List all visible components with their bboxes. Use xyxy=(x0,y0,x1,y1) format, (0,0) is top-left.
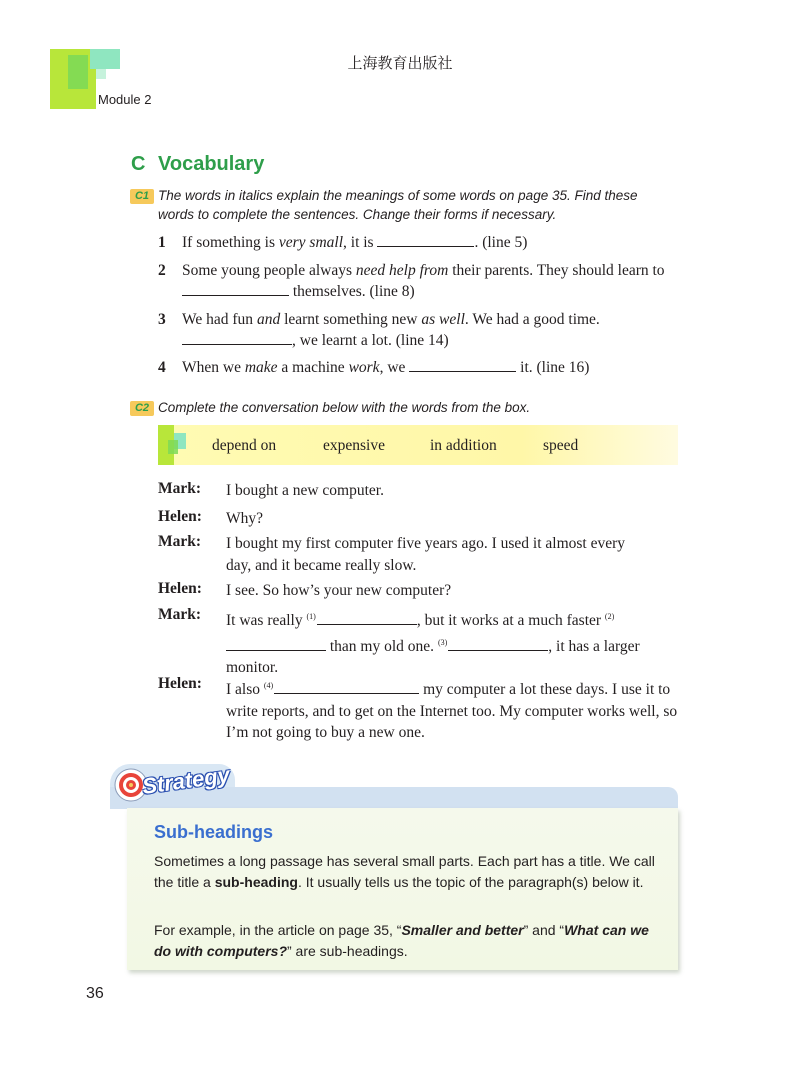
c1-item-4: 4 When we make a machine work, we it. (line 16) xyxy=(158,359,590,376)
dialogue-speaker: Mark: xyxy=(158,480,202,497)
item-number: 3 xyxy=(158,311,166,328)
item-number: 2 xyxy=(158,262,166,279)
answer-blank[interactable] xyxy=(377,232,474,247)
dialogue-speaker: Helen: xyxy=(158,508,202,525)
module-label: Module 2 xyxy=(98,92,152,107)
c2-badge: C2 xyxy=(130,401,154,416)
dialogue-speaker: Helen: xyxy=(158,580,202,597)
word-box-decoration xyxy=(168,440,178,454)
page-number: 36 xyxy=(86,985,104,1002)
strategy-paragraph-2: For example, in the article on page 35, “Smaller and better” and “What can we do with computers?” are sub-headings. xyxy=(154,922,649,959)
c1-instruction-line2: words to complete the sentences. Change their forms if necessary. xyxy=(158,207,557,222)
c2-instruction: Complete the conversation below with the words from the box. xyxy=(158,400,531,415)
dialogue-line: I see. So how’s your new computer? xyxy=(226,582,452,599)
c1-badge: C1 xyxy=(130,189,154,204)
answer-blank[interactable] xyxy=(317,610,417,625)
dialogue-speaker: Helen: xyxy=(158,675,202,692)
word-box-item: speed xyxy=(543,437,579,454)
answer-blank[interactable] xyxy=(448,636,548,651)
word-box-item: depend on xyxy=(212,437,277,454)
dialogue-line: I also $^{(4)}$ my computer a lot these days. I use it to write reports, and to get on the Internet too. My computer works well, so I’m not going to buy a new one. xyxy=(226,681,678,741)
word-box-item: in addition xyxy=(430,437,497,454)
answer-blank[interactable] xyxy=(274,679,419,694)
answer-blank[interactable] xyxy=(226,636,326,651)
c1-item-1: 1 If something is very small, it is . (line 5) xyxy=(158,234,528,251)
publisher-name: 上海教育出版社 xyxy=(347,54,453,72)
section-letter: C xyxy=(131,153,146,175)
answer-blank[interactable] xyxy=(182,281,289,296)
item-number: 4 xyxy=(158,359,166,376)
dialogue-speaker: Mark: xyxy=(158,606,202,623)
answer-blank[interactable] xyxy=(409,357,516,372)
dialogue-line: It was really $^{(1)}$ , but it works at a much faster $^{(2)}$ than my old one. $^{(3)}$ , it has a larger monitor. xyxy=(226,612,640,676)
answer-blank[interactable] xyxy=(182,330,292,345)
dialogue-line: Why? xyxy=(226,510,264,527)
dialogue-line: I bought a new computer. xyxy=(226,482,384,499)
dialogue-line: I bought my first computer five years ago. I used it almost every day, and it became really slow. xyxy=(226,535,626,574)
strategy-paragraph-1: Sometimes a long passage has several small parts. Each part has a title. We call the title a sub-heading. It usually tells us the topic of the paragraph(s) below it. xyxy=(154,853,655,890)
section-title: Vocabulary xyxy=(158,153,265,175)
strategy-title: Sub-headings xyxy=(154,822,274,842)
c1-item-3: 3 We had fun and learnt something new as well. We had a good time. , we learnt a lot. (line 14) xyxy=(158,311,600,349)
item-number: 1 xyxy=(158,234,166,251)
dialogue-speaker: Mark: xyxy=(158,533,202,550)
c1-instruction-line1: The words in italics explain the meanings of some words on page 35. Find these xyxy=(158,188,638,203)
word-box-item: expensive xyxy=(323,437,385,454)
strategy-label: Strategy xyxy=(140,761,232,800)
c1-item-2: 2 Some young people always need help from their parents. They should learn to themselves. (line 8) xyxy=(158,262,665,300)
